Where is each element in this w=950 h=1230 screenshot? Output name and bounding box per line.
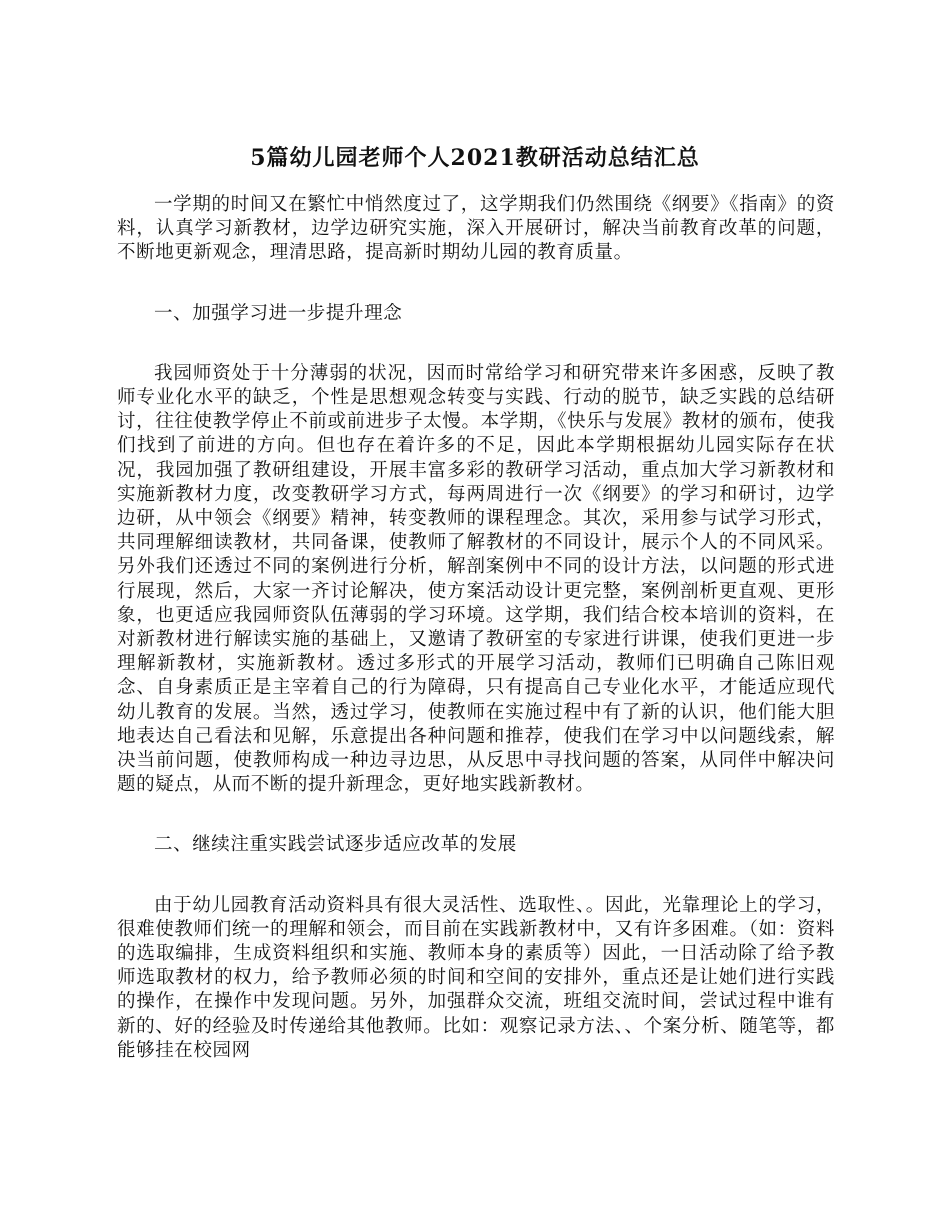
section-heading-2: 二、继续注重实践尝试逐步适应改革的发展 xyxy=(154,834,517,856)
paragraph-spacer xyxy=(117,326,835,362)
paragraph-spacer xyxy=(117,797,835,833)
section-1-paragraph: 我园师资处于十分薄弱的状况，因而时常给学习和研究带来许多困惑，反映了教师专业化水平的缺乏，个性是思想观念转变与实践、行动的脱节，缺乏实践的总结研讨，往往使教学停止不前或前进步子太慢。本学期，《快乐与发展》教材的颁布，使我们找到了前进的方向。但也存在着许多的不足，因此本学期根据幼儿园实际存在状况，我园加强了教研组建设，开展丰富多彩的教研学习活动，重点加大学习新教材和实施新教材力度，改变教研学习方式，每两周进行一次《纲要》的学习和研讨，边学边研，从中领会《纲要》精神，转变教师的课程理念。其次，采用参与试学习形式，共同理解细读教材，共同备课，使教师了解教材的不同设计，展示个人的不同风采。另外我们还透过不同的案例进行分析，解剖案例中不同的设计方法，以问题的形式进行展现，然后，大家一齐讨论解决，使方案活动设计更完整，案例剖析更直观、更形象，也更适应我园师资队伍薄弱的学习环境。这学期，我们结合校本培训的资料，在对新教材进行解读实施的基础上，又邀请了教研室的专家进行讲课，使我们更进一步理解新教材，实施新教材。透过多形式的开展学习活动，教师们已明确自己陈旧观念、自身素质正是主宰着自己的行为障碍，只有提高自己专业化水平，才能适应现代幼儿教育的发展。当然，透过学习，使教师在实施过程中有了新的认识，他们能大胆地表达自己看法和见解，乐意提出各种问题和推荐，使我们在学习中以问题线索，解决当前问题，使教师构成一种边寻边思，从反思中寻找问题的答案，从同伴中解决问题的疑点，从而不断的提升新理念，更好地实践新教材。 xyxy=(117,362,835,796)
section-heading-1: 一、加强学习进一步提升理念 xyxy=(154,302,403,324)
document-title: 5篇幼儿园老师个人2021教研活动总结汇总 xyxy=(250,145,700,171)
paragraph-spacer xyxy=(117,266,835,302)
document-body xyxy=(117,193,835,1063)
section-2-paragraph: 由于幼儿园教育活动资料具有很大灵活性、选取性、。因此，光靠理论上的学习，很难使教师们统一的理解和领会，而目前在实践新教材中，又有许多困难。（如：资料的选取编排，生成资料组织和实施、教师本身的素质等）因此，一日活动除了给予教师选取教材的权力，给予教师必须的时间和空间的安排外，重点还是让她们进行实践的操作，在操作中发现问题。另外，加强群众交流，班组交流时间，尝试过程中谁有新的、好的经验及时传递给其他教师。比如：观察记录方法、、个案分析、随笔等，都能够挂在校园网 xyxy=(117,894,835,1061)
paragraph-spacer xyxy=(117,858,835,894)
intro-paragraph: 一学期的时间又在繁忙中悄然度过了，这学期我们仍然围绕《纲要》《指南》的资料，认真学习新教材，边学边研究实施，深入开展研讨，解决当前教育改革的问题，不断地更新观念，理清思路，提高新时期幼儿园的教育质量。 xyxy=(117,194,835,264)
